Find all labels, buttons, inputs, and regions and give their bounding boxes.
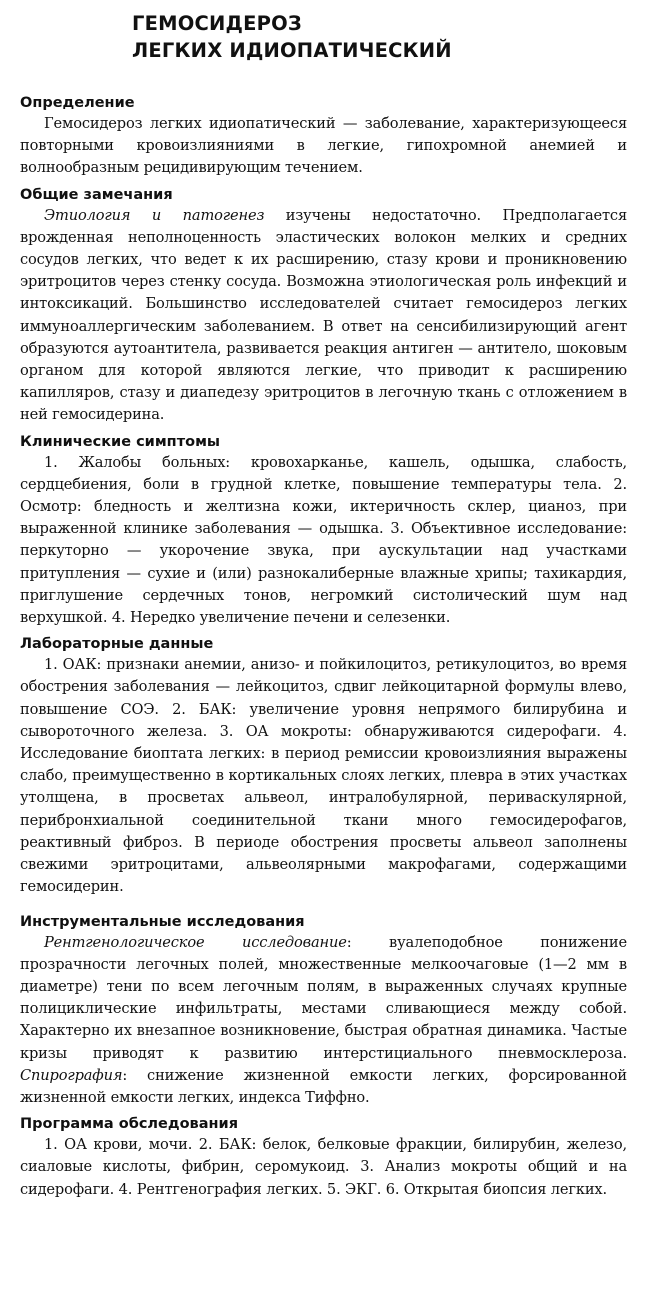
section-heading-general-remarks: Общие замечания [20, 186, 173, 203]
program-text: 1. ОА крови, мочи. 2. БАК: белок, белковые фракции, билирубин, железо, сиаловые кислоты, фибрин, серомукоид. 3. Анализ мокроты общий и на сидерофаги. 4. Рентгенография легких. 5. ЭКГ. 6. Открытая биопсия легких. [20, 1136, 627, 1198]
paragraph-clinical-symptoms [20, 452, 627, 630]
section-heading-exam-program: Программа обследования [20, 1116, 239, 1133]
section-instrumental-studies [20, 913, 627, 1110]
instrumental-text-1: : вуалеподобное понижение прозрачности легочных полей, множественные мелкоочаговые (1—2 мм в диаметре) тени по всем легочным полям, в выраженных случаях крупные полициклические инфильтраты, местами сливающиеся между собой. Характерно их внезапное возникновение, быстрая обратная динамика. Частые кризы приводят к развитию интерстициального пневмосклероза. [20, 933, 627, 1062]
paragraph-general-remarks [20, 205, 627, 427]
instrumental-text-2: : снижение жизненной емкости легких, форсированной жизненной емкости легких, индекса Тиффно. [20, 1066, 627, 1106]
page-title [132, 10, 627, 64]
section-definition [20, 94, 627, 180]
general-italic-lead: Этиология и патогенез [44, 206, 265, 224]
section-heading-clinical-symptoms: Клинические симптомы [20, 433, 221, 450]
definition-text: Гемосидероз легких идиопатический — заболевание, характеризующееся повторными кровоизлияниями в легкие, гипохромной анемией и волнообразным рецидивирующим течением. [20, 115, 627, 177]
instrumental-italic-mid: Спирография [20, 1066, 123, 1084]
title-line-2: ЛЕГКИХ ИДИОПАТИЧЕСКИЙ [132, 39, 452, 62]
section-clinical-symptoms [20, 433, 627, 630]
paragraph-lab-data [20, 654, 627, 898]
section-exam-program [20, 1115, 627, 1201]
general-text: изучены недостаточно. Предполагается врожденная неполноценность эластических волокон мелких и средних сосудов легких, что ведет к их расширению, стазу крови и проникновению эритроцитов через стенку сосуда. Возможна этиологическая роль инфекций и интоксикаций. Большинство исследователей считает гемосидероз легких иммуноаллергическим заболеванием. В ответ на сенсибилизирующий агент образуются аутоантитела, развивается реакция антиген — антитело, шоковым органом для которой являются легкие, что приводит к расширению капилляров, стазу и диапедезу эритроцитов в легочную ткань с отложением в ней гемосидерина. [20, 206, 628, 424]
title-line-1: ГЕМОСИДЕРОЗ [132, 12, 302, 35]
clinical-text: 1. Жалобы больных: кровохарканье, кашель, одышка, слабость, сердцебиения, боли в грудной клетке, повышение температуры тела. 2. Осмотр: бледность и желтизна кожи, иктеричность склер, цианоз, при выраженной клинике заболевания — одышка. 3. Объективное исследование: перкуторно — укорочение звука, при аускультации над участками притупления — сухие и (или) разнокалиберные влажные хрипы; тахикардия, приглушение сердечных тонов, негромкий систолический шум над верхушкой. 4. Нередко увеличение печени и селезенки. [20, 453, 627, 627]
paragraph-exam-program [20, 1134, 627, 1201]
lab-text: 1. ОАК: признаки анемии, анизо- и пойкилоцитоз, ретикулоцитоз, во время обострения заболевания — лейкоцитоз, сдвиг лейкоцитарной формулы влево, повышение СОЭ. 2. БАК: увеличение уровня непрямого билирубина и сывороточного железа. 3. ОА мокроты: обнаруживаются сидерофаги. 4. Исследование биоптата легких: в период ремиссии кровоизлияния выражены слабо, преимущественно в кортикальных слоях легких, плевра в этих участках утолщена, в просветах альвеол, интралобулярной, периваскулярной, перибронхиальной соединительной ткани много гемосидерофагов, реактивный фиброз. В периоде обострения просветы альвеол заполнены свежими эритроцитами, альвеолярными макрофагами, содержащими гемосидерин. [20, 656, 627, 896]
section-heading-instrumental-studies: Инструментальные исследования [20, 913, 305, 930]
paragraph-instrumental-studies [20, 932, 627, 1110]
section-general-remarks [20, 186, 627, 427]
section-lab-data [20, 635, 627, 898]
section-heading-definition: Определение [20, 95, 135, 111]
section-heading-lab-data: Лабораторные данные [20, 636, 214, 653]
instrumental-italic-lead: Рентгенологическое исследование [44, 933, 347, 951]
paragraph-definition [20, 113, 627, 180]
